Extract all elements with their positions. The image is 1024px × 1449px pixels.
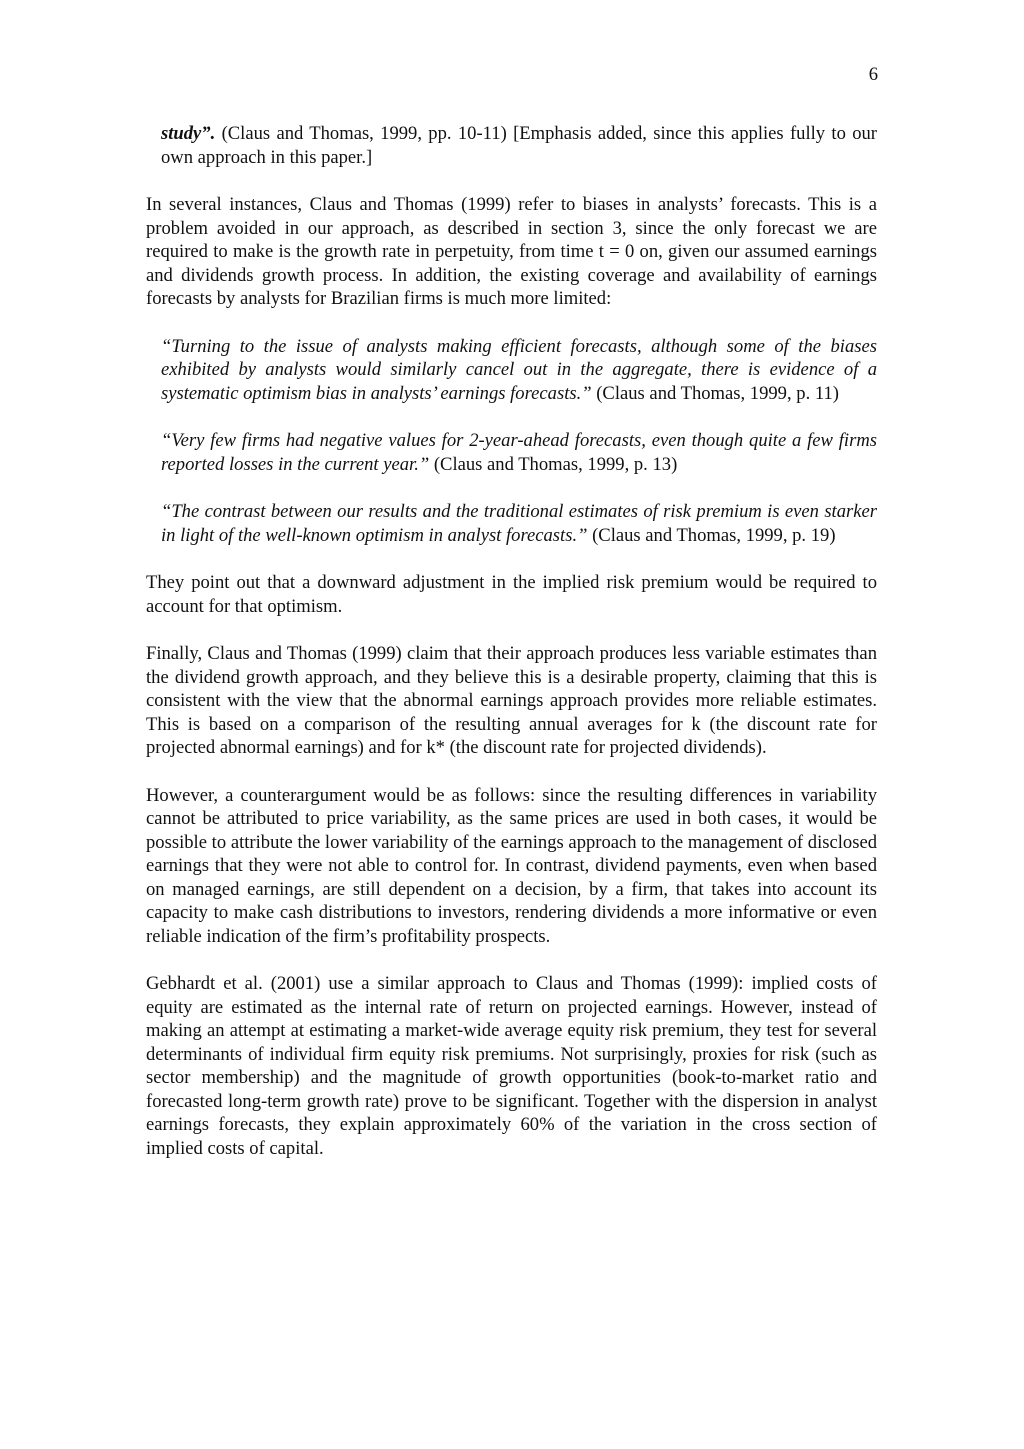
quote-citation: (Claus and Thomas, 1999, p. 19) — [587, 524, 836, 546]
page-number: 6 — [868, 64, 878, 85]
continuation-quote — [161, 122, 877, 169]
block-quote-1 — [161, 335, 877, 406]
block-quote-3 — [161, 500, 877, 547]
quote-citation: (Claus and Thomas, 1999, p. 13) — [429, 453, 678, 475]
quote-text: “Turning to the issue of analysts making efficient forecasts, although some of the biases exhibited by analysts would similarly cancel out in the aggregate, there is evidence of a systematic optimism bias in analysts’ earnings forecasts.” — [161, 335, 877, 404]
paragraph-gebhardt: Gebhardt et al. (2001) use a similar approach to Claus and Thomas (1999): implied costs of equity are estimated as the internal rate of return on projected earnings. However, instead of making an attempt at estimating a market-wide average equity risk premium, they test for several determinants of individual firm equity risk premiums. Not surprisingly, proxies for risk (such as sector membership) and the magnitude of growth opportunities (book-to-market ratio and forecasted long-term growth rate) prove to be significant. Together with the dispersion in analyst earnings forecasts, they explain approximately 60% of the variation in the cross section of implied costs of capital. — [146, 973, 877, 1159]
paragraph-biases: In several instances, Claus and Thomas (1999) refer to biases in analysts’ forecasts. This is a problem avoided in our approach, as described in section 3, since the only forecast we are required to make is the growth rate in perpetuity, from time t = 0 on, given our assumed earnings and dividends growth process. In addition, the existing coverage and availability of earnings forecasts by analysts for Brazilian firms is much more limited: — [146, 194, 877, 309]
emphasis-text: study”. — [161, 123, 216, 144]
paragraph-downward-adjustment: They point out that a downward adjustment in the implied risk premium would be required to account for that optimism. — [146, 572, 877, 617]
paragraph-counterargument: However, a counterargument would be as follows: since the resulting differences in variability cannot be attributed to price variability, as the same prices are used in both cases, it would be possible to attribute the lower variability of the earnings approach to the management of disclosed earnings that they were not able to control for. In contrast, dividend payments, even when based on managed earnings, are still dependent on a decision, by a firm, that takes into account its capacity to make cash distributions to investors, rendering dividends a more informative or even reliable indication of the firm’s profitability prospects. — [146, 784, 877, 947]
quote-citation: (Claus and Thomas, 1999, p. 11) — [591, 382, 839, 404]
quote-text: “Very few firms had negative values for 2-year-ahead forecasts, even though quite a few firms reported losses in the current year.” — [161, 430, 877, 475]
block-quote-2 — [161, 429, 877, 476]
quote-citation: (Claus and Thomas, 1999, pp. 10-11) [Emphasis added, since this applies fully to our own approach in this paper.] — [161, 123, 877, 168]
quote-text: “The contrast between our results and the traditional estimates of risk premium is even starker in light of the well-known optimism in analyst forecasts.” — [161, 501, 877, 546]
page-body — [146, 122, 877, 1160]
paragraph-finally: Finally, Claus and Thomas (1999) claim that their approach produces less variable estimates than the dividend growth approach, and they believe this is a desirable property, claiming that this is consistent with the view that the abnormal earnings approach provides more reliable estimates. This is based on a comparison of the resulting annual averages for k (the discount rate for projected abnormal earnings) and for k* (the discount rate for projected dividends). — [146, 643, 877, 758]
